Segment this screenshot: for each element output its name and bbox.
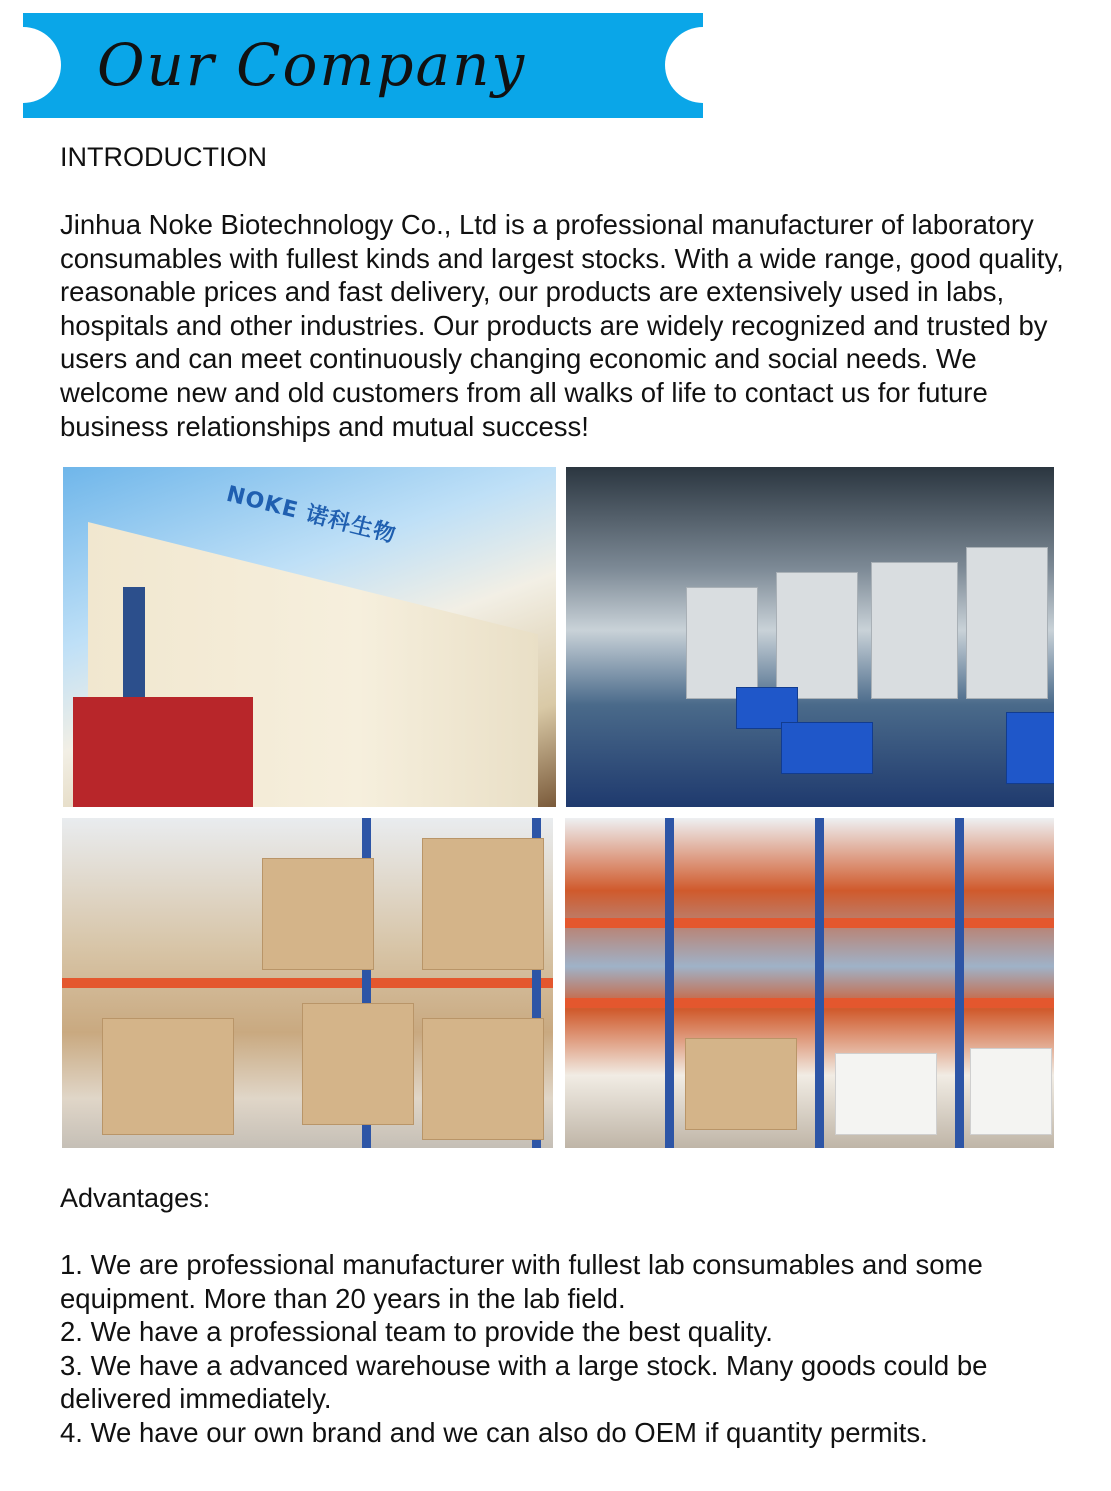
- blue-bin: [1006, 712, 1054, 784]
- advantage-item: 3. We have a advanced warehouse with a large stock. Many goods could be delivered immediately.: [60, 1349, 988, 1415]
- advantage-item: 2. We have a professional team to provide the best quality.: [60, 1316, 773, 1348]
- rack-beam: [62, 978, 553, 988]
- advantage-item: 1. We are professional manufacturer with fullest lab consumables and some equipment. More than 20 years in the lab field.: [60, 1249, 983, 1314]
- rack-post: [955, 818, 964, 1148]
- company-banner: [23, 13, 703, 118]
- advantages-list: [60, 1248, 1070, 1450]
- office-building-photo: [63, 467, 556, 807]
- machine: [776, 572, 858, 699]
- advantages-heading: Advantages:: [60, 1183, 211, 1213]
- building-sign: NOKE 诺科生物: [223, 481, 399, 549]
- machine: [686, 587, 758, 699]
- pallet-bottles: [970, 1048, 1052, 1135]
- rack-beam: [565, 998, 1054, 1008]
- pallet-boxes: [422, 838, 544, 970]
- pallet-boxes: [102, 1018, 234, 1135]
- rack-post: [665, 818, 674, 1148]
- pallet-boxes: [262, 858, 374, 970]
- machine: [966, 547, 1048, 699]
- machine: [871, 562, 958, 699]
- warehouse-pallets-photo: [62, 818, 553, 1148]
- pallet-boxes: [302, 1003, 414, 1125]
- building-red-base: [73, 697, 253, 807]
- banner-notch-right: [665, 27, 703, 103]
- introduction-text: Jinhua Noke Biotechnology Co., Ltd is a professional manufacturer of laboratory consumables with fullest kinds and largest stocks. With a wide range, good quality, reasonable prices and fast delivery, our products are extensively used in labs, hospitals and other industries. Our products are widely recognized and trusted by users and can meet continuously changing economic and social needs. We welcome new and old customers from all walks of life to contact us for future business relationships and mutual success!: [60, 209, 1064, 442]
- rack-post: [815, 818, 824, 1148]
- rack-beam: [565, 918, 1054, 928]
- production-floor-photo: [566, 467, 1054, 807]
- advantage-item: 4. We have our own brand and we can also do OEM if quantity permits.: [60, 1416, 928, 1448]
- introduction-heading: INTRODUCTION: [60, 142, 267, 172]
- banner-title: Our Company: [97, 31, 527, 99]
- blue-bin: [781, 722, 873, 774]
- banner-notch-left: [23, 27, 61, 103]
- pallet-bottles: [835, 1053, 937, 1135]
- pallet-boxes: [422, 1018, 544, 1140]
- pallet-boxes: [685, 1038, 797, 1130]
- warehouse-racks-photo: [565, 818, 1054, 1148]
